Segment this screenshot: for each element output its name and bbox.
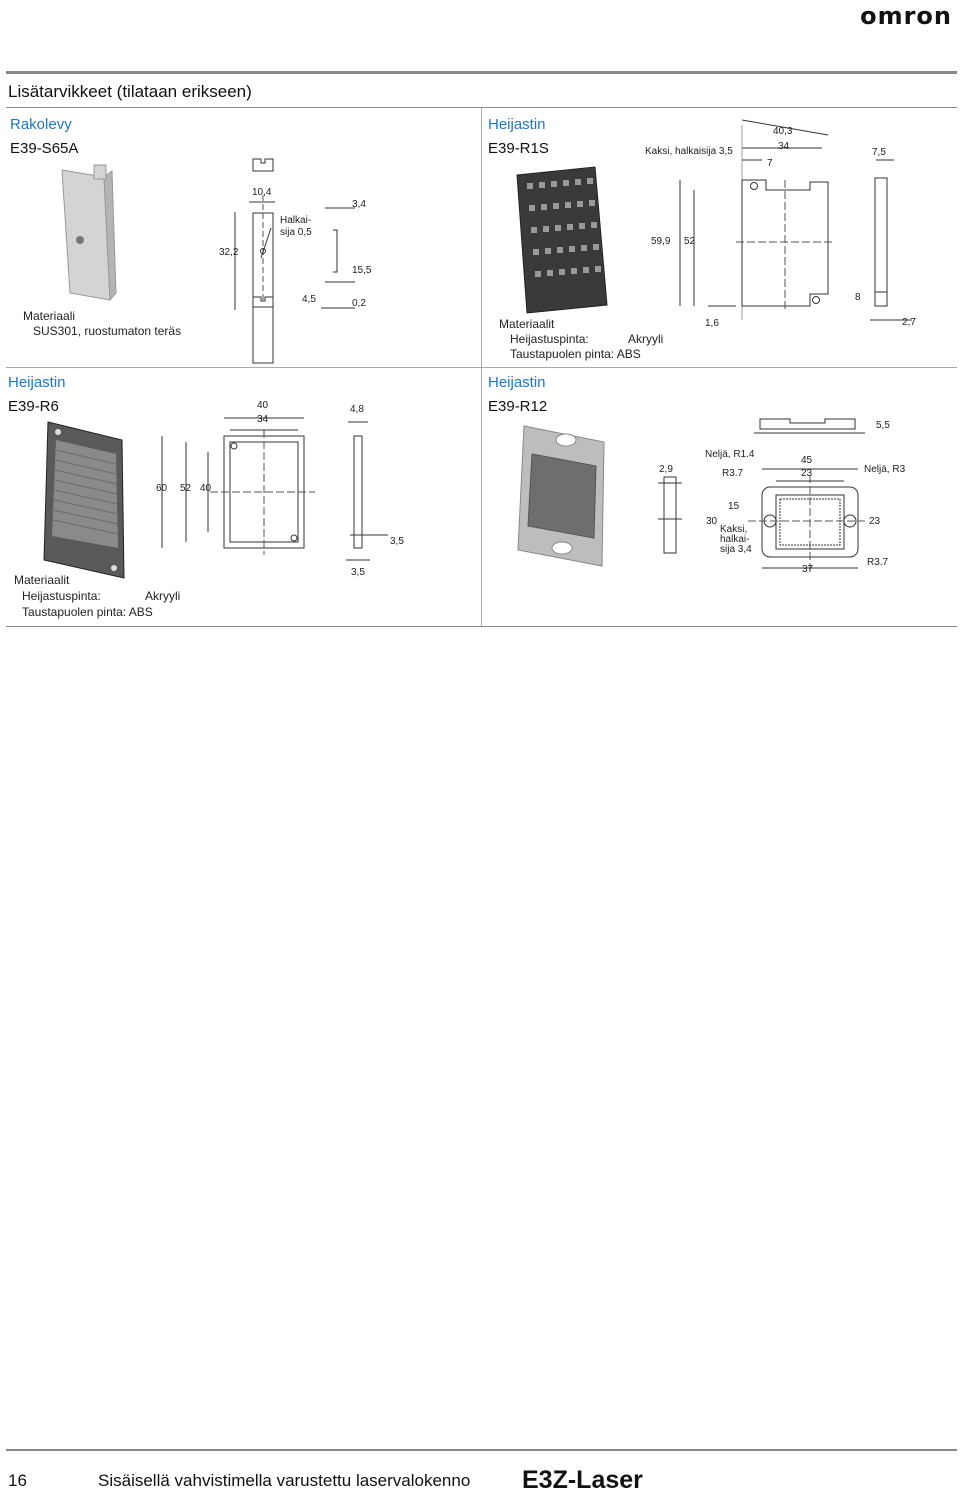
r1s-dim-5: 59,9 [651,236,671,247]
s65a-dim-2b: sija 0,5 [280,227,312,238]
r12-dim-12: 37 [802,564,814,575]
r12-dim-10c: sija 3,4 [720,544,752,555]
r6-model: E39-R6 [8,398,59,415]
r1s-holes-label: Kaksi, halkaisija 3,5 [645,146,733,157]
footer-rule [6,1449,957,1451]
r12-dim-10: Kaksi, [720,524,748,535]
footer-description: Sisäisellä vahvistimella varustettu laservalokenno [98,1471,471,1490]
s65a-model: E39-S65A [10,140,79,157]
row-divider [6,367,957,368]
r12-dim-4: R3.7 [722,468,744,479]
omron-logo: omron [860,2,952,30]
r1s-surface-value: Akryyli [628,332,664,346]
r6-photo [42,420,132,580]
r6-dim-7: 3,5 [390,536,404,547]
s65a-photo [60,165,120,305]
r6-dim-3: 4,8 [350,404,364,415]
r6-dim-4: 60 [156,483,168,494]
section-title: Lisätarvikkeet (tilataan erikseen) [8,82,252,101]
r12-photo [516,420,611,570]
r1s-surface-label: Heijastuspinta: [510,332,589,346]
r12-dim-2: Neljä, R1.4 [705,449,755,460]
r1s-dim-8: 1,6 [705,318,719,329]
r1s-dim-1: 40,3 [773,126,793,137]
r1s-dim-9: 2,7 [902,317,916,328]
s65a-dim-2: Halkai- [280,215,312,226]
r12-category: Heijastin [488,374,546,391]
r1s-dim-4: 7,5 [872,147,886,158]
r6-dim-5: 52 [180,483,192,494]
r1s-dim-7: 8 [855,292,861,303]
bottom-rule [6,626,957,627]
page-number: 16 [8,1471,27,1490]
r12-dim-5: 45 [801,455,813,466]
s65a-category: Rakolevy [10,116,72,133]
r1s-front-view [650,120,950,340]
r6-dim-1: 40 [257,400,269,411]
r12-dim-9: 30 [706,516,718,527]
s65a-material-label: Materiaali [23,309,76,323]
footer-product: E3Z-Laser [522,1466,643,1494]
r6-surface-value: Akryyli [145,589,181,603]
r1s-model: E39-R1S [488,140,549,157]
top-rule [6,71,957,74]
r1s-photo [515,165,610,315]
s65a-dim-3: 3,4 [352,199,366,210]
r6-dim-2: 34 [257,414,269,425]
r12-dim-10b: halkai- [720,534,750,545]
r1s-back-label: Taustapuolen pinta: ABS [510,347,641,361]
s65a-material-value: SUS301, ruostumaton teräs [33,324,182,338]
r6-surface-label: Heijastuspinta: [22,589,101,603]
r12-dim-7: Neljä, R3 [864,464,906,475]
s65a-dim-1: 10,4 [252,187,272,198]
r12-dim-6: 23 [801,468,813,479]
s65a-dim-7: 0,2 [352,298,366,309]
r12-dim-1: 5,5 [876,420,890,431]
r6-back-label: Taustapuolen pinta: ABS [22,605,153,619]
r1s-category: Heijastin [488,116,546,133]
s65a-dim-6: 4,5 [302,294,316,305]
r12-views [650,405,950,580]
r12-dim-11: 23 [869,516,881,527]
r1s-dim-2: 34 [778,141,790,152]
s65a-dim-4: 32,2 [219,247,239,258]
r12-model: E39-R12 [488,398,548,415]
s65a-dim-lines [215,190,375,320]
r6-materials-label: Materiaalit [14,573,70,587]
r12-dim-3: 2,9 [659,464,673,475]
r12-dim-13: R3.7 [867,557,889,568]
r6-dim-6: 40 [200,483,212,494]
r1s-materials-label: Materiaalit [499,317,555,331]
r12-dim-8: 15 [728,501,740,512]
r6-dim-8: 3,5 [351,567,365,578]
r1s-dim-3: 7 [767,158,773,169]
r1s-dim-6: 52 [684,236,696,247]
s65a-dim-5: 15,5 [352,265,372,276]
r6-category: Heijastin [8,374,66,391]
